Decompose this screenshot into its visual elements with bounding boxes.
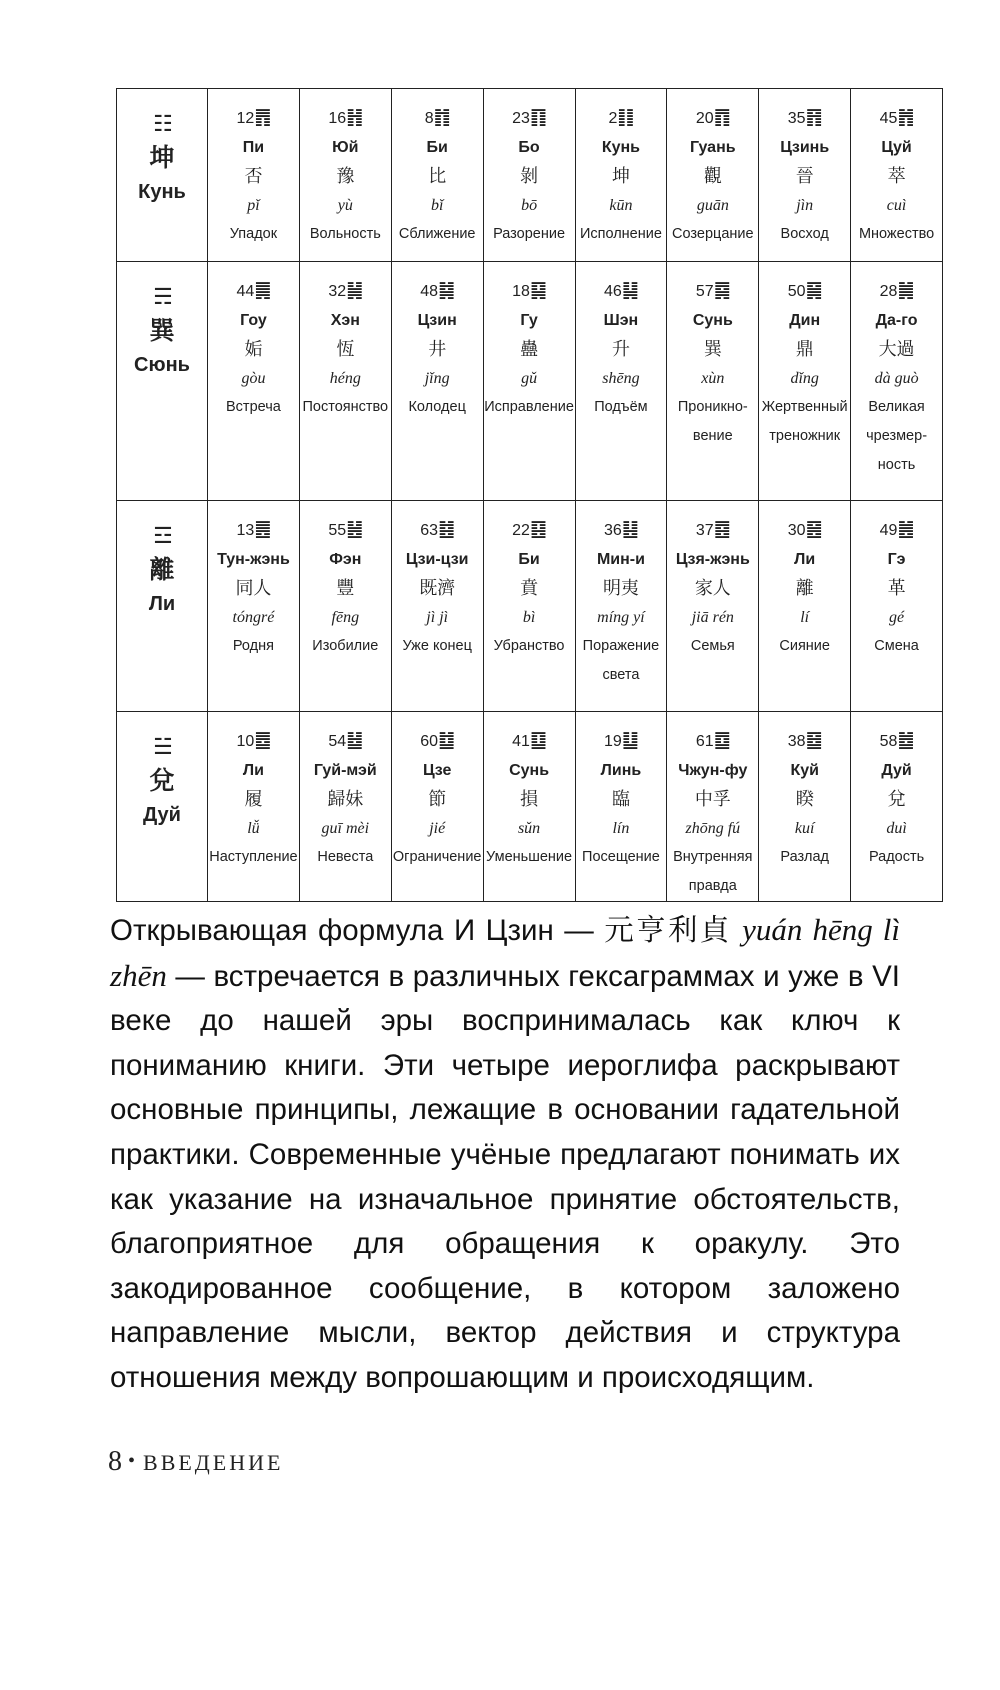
trigram-name: Ли (148, 593, 176, 615)
hexagram-number: 13 (236, 522, 255, 539)
hexagram-character: 睽 (795, 789, 814, 809)
hexagram-meaning: Разлад (780, 849, 829, 865)
hexagram-meaning: Сближение (398, 226, 476, 242)
hexagram-pinyin: gé (889, 609, 905, 626)
hexagram-name: Сунь (509, 762, 550, 779)
table-row (117, 712, 943, 902)
paragraph-part2: — встречается в различных гексаграммах и уже в VI веке до нашей эры воспринималась как ключ к пониманию книги. Эти четыре иероглифа раскрывают основные принципы, лежащие в основании гадательной практики. Современные учёные предлагают понимать их как указание на изначальное принятие обстоятельств, благоприятное для обращения к оракулу. Это закодированное сообщение, в котором заложено направление мысли, вектор действия и структура отношения между вопрошающим и происходящим. (110, 959, 900, 1394)
hexagram-name: Линь (600, 762, 642, 779)
hexagram-cell (391, 262, 483, 501)
hexagram-character: 既濟 (419, 578, 456, 598)
hexagram-name: Гоу (240, 312, 267, 329)
hexagram-symbol: ䷾ (438, 519, 455, 540)
hexagram-number: 30 (787, 522, 806, 539)
hexagram-meaning: Вольность (309, 226, 381, 242)
hexagram-cell (391, 712, 483, 902)
hexagram-meaning: Родня (232, 638, 274, 654)
hexagram-meaning: Семья (690, 638, 735, 654)
hexagram-name: Куй (790, 762, 819, 779)
hexagram-meaning: Убранство (493, 638, 565, 654)
page-number: 8 (108, 1446, 122, 1477)
hexagram-meaning: Встреча (226, 399, 281, 415)
hexagram-number: 16 (328, 110, 347, 127)
hexagram-number-line (667, 515, 758, 545)
hexagram-pinyin: míng yí (597, 609, 645, 626)
hexagram-meaning: Сияние (779, 638, 830, 654)
hexagram-number-line (208, 515, 299, 545)
hexagram-meaning: Созерцание (672, 226, 754, 242)
hexagram-cell (851, 712, 943, 902)
hexagram-number-line (667, 103, 758, 133)
hexagram-number-line (851, 103, 942, 133)
hexagram-symbol: ䷫ (254, 280, 271, 301)
hexagram-cell (208, 89, 300, 262)
hexagram-meaning: Наступление (209, 849, 298, 865)
hexagram-name: Гу (520, 312, 538, 329)
hexagram-cell (208, 262, 300, 501)
hexagram-number: 41 (512, 733, 530, 750)
hexagram-symbol: ䷋ (254, 107, 271, 128)
hexagram-pinyin: sǔn (517, 820, 541, 837)
section-title: ВВЕДЕНИЕ (143, 1450, 284, 1475)
hexagram-number: 54 (328, 733, 347, 750)
hexagram-cell (208, 712, 300, 902)
footer-separator: • (128, 1450, 136, 1472)
hexagram-number: 60 (420, 733, 439, 750)
hexagram-symbol: ䷰ (897, 519, 914, 540)
hexagram-number-line (484, 726, 575, 756)
hexagram-name: Мин-и (596, 551, 645, 568)
hexagram-number-line (208, 276, 299, 306)
hexagram-number: 36 (604, 522, 622, 539)
hexagram-cell (483, 262, 575, 501)
hexagram-name: Цзи-цзи (405, 551, 469, 568)
hexagram-meaning: Уменьшение (486, 849, 573, 865)
hexagram-character: 離 (795, 578, 814, 598)
hexagram-name: Ли (794, 551, 816, 568)
hexagram-name: Шэн (603, 312, 639, 329)
hexagram-cell (483, 712, 575, 902)
hexagram-symbol: ䷉ (254, 730, 271, 751)
hexagram-pinyin: pǐ (247, 197, 260, 214)
hexagram-number-line (300, 515, 391, 545)
hexagram-symbol: ䷼ (713, 730, 730, 751)
hexagram-symbol: ䷸ (713, 280, 730, 301)
hexagram-meaning: Поражение света (582, 638, 660, 683)
hexagram-name: Цуй (881, 139, 912, 156)
hexagram-meaning: Проникно- вение (677, 399, 748, 444)
hexagram-name: Юй (332, 139, 359, 156)
hexagram-number: 37 (695, 522, 714, 539)
hexagram-pinyin: zhōng fú (685, 820, 741, 837)
hexagram-number: 8 (424, 110, 434, 127)
hexagram-number-line (759, 515, 850, 545)
hexagram-name: Цзе (423, 762, 452, 779)
hexagram-cell (667, 501, 759, 712)
hexagram-pinyin: jiā rén (691, 609, 734, 626)
hexagram-pinyin: dà guò (874, 370, 919, 387)
hexagram-name: Да-го (875, 312, 918, 329)
hexagram-number: 22 (512, 522, 530, 539)
page-footer (108, 1446, 283, 1478)
hexagram-number-line (851, 726, 942, 756)
hexagram-number: 58 (879, 733, 898, 750)
trigram-character: 巽 (149, 317, 175, 345)
hexagram-pinyin: guī mèi (321, 820, 370, 837)
hexagram-number: 57 (695, 283, 714, 300)
hexagram-number: 23 (512, 110, 530, 127)
hexagram-number: 44 (236, 283, 255, 300)
hexagram-character: 晉 (795, 166, 814, 186)
hexagram-number: 45 (879, 110, 898, 127)
hexagram-cell (299, 501, 391, 712)
trigram-name: Дуй (143, 804, 181, 826)
hexagram-symbol: ䷑ (529, 280, 546, 301)
paragraph-italic-pinyin: yuán hēng lì zhēn (110, 912, 900, 993)
hexagram-number: 18 (512, 283, 530, 300)
hexagram-pinyin: gǔ (521, 370, 538, 387)
table-row (117, 262, 943, 501)
hexagram-number-line (484, 515, 575, 545)
hexagram-cell (483, 89, 575, 262)
hexagram-symbol: ䷝ (805, 519, 822, 540)
hexagram-character: 賁 (520, 578, 539, 598)
hexagram-symbol: ䷥ (805, 730, 822, 751)
trigram-name: Сюнь (134, 354, 190, 376)
hexagram-number-line (392, 276, 483, 306)
hexagram-character: 豫 (336, 166, 355, 186)
hexagram-symbol: ䷏ (346, 107, 363, 128)
hexagram-meaning: Великая чрезмер- ность (866, 399, 928, 473)
hexagram-number-line (576, 726, 667, 756)
hexagram-cell (299, 262, 391, 501)
hexagram-pinyin: guān (696, 197, 729, 214)
hexagram-number-line (851, 276, 942, 306)
hexagram-name: Гуй-мэй (313, 762, 377, 779)
hexagram-meaning: Невеста (317, 849, 374, 865)
hexagram-meaning: Смена (874, 638, 919, 654)
hexagram-number-line (392, 726, 483, 756)
hexagram-symbol: ䷵ (346, 730, 363, 751)
hexagram-number-line (484, 276, 575, 306)
hexagram-pinyin: kuí (794, 820, 815, 837)
hexagram-name: Цзин (417, 312, 457, 329)
hexagram-character: 節 (428, 789, 447, 809)
trigram-character: 兌 (149, 767, 175, 795)
hexagram-name: Тун-жэнь (217, 551, 290, 568)
hexagram-symbol: ䷣ (621, 519, 638, 540)
hexagram-symbol: ䷨ (529, 730, 546, 751)
hexagram-cell (667, 712, 759, 902)
hexagram-name: Цзинь (780, 139, 830, 156)
trigram-symbol: ☱ (153, 734, 171, 759)
hexagram-character: 觀 (703, 166, 722, 186)
hexagram-pinyin: jìn (796, 197, 814, 214)
hexagram-number: 49 (879, 522, 898, 539)
hexagram-character: 明夷 (602, 578, 639, 598)
hexagram-number-line (759, 103, 850, 133)
hexagram-symbol: ䷯ (438, 280, 455, 301)
hexagram-name: Дин (789, 312, 821, 329)
trigram-symbol: ☷ (153, 111, 171, 136)
trigram-symbol: ☲ (153, 523, 171, 548)
hexagram-character: 同人 (235, 578, 272, 598)
hexagram-cell (575, 89, 667, 262)
hexagram-cell (759, 501, 851, 712)
hexagram-meaning: Колодец (408, 399, 466, 415)
hexagram-number-line (208, 726, 299, 756)
hexagram-cell (391, 501, 483, 712)
hexagram-name: Дуй (881, 762, 912, 779)
hexagram-number: 32 (328, 283, 347, 300)
hexagram-meaning: Ограничение (392, 849, 482, 865)
hexagram-cell (575, 712, 667, 902)
hexagram-number-line (759, 276, 850, 306)
hexagram-symbol: ䷟ (346, 280, 363, 301)
hexagram-number-line (300, 726, 391, 756)
hexagram-name: Би (518, 551, 540, 568)
hexagram-name: Цзя-жэнь (675, 551, 750, 568)
hexagram-cell (759, 712, 851, 902)
body-paragraph (110, 908, 900, 1401)
hexagram-pinyin: shēng (602, 370, 640, 387)
hexagram-number: 19 (604, 733, 622, 750)
hexagram-name: Чжун-фу (678, 762, 748, 779)
trigram-cell (117, 89, 208, 262)
hexagram-character: 巽 (703, 339, 722, 359)
hexagram-symbol: ䷒ (621, 730, 638, 751)
hexagram-symbol: ䷹ (897, 730, 914, 751)
hexagram-meaning: Постоянство (302, 399, 389, 415)
hexagram-name: Фэн (329, 551, 362, 568)
hexagram-cell (575, 262, 667, 501)
hexagram-meaning: Упадок (229, 226, 278, 242)
hexagram-pinyin: fēng (331, 609, 360, 626)
hexagram-cell (575, 501, 667, 712)
hexagram-symbol: ䷓ (713, 107, 730, 128)
hexagram-meaning: Разорение (493, 226, 566, 242)
hexagram-number: 61 (695, 733, 714, 750)
hexagram-symbol: ䷭ (621, 280, 638, 301)
hexagram-cell (667, 89, 759, 262)
hexagram-pinyin: cuì (886, 197, 907, 214)
hexagram-name: Би (426, 139, 448, 156)
hexagram-pinyin: lí (800, 609, 810, 626)
hexagram-number: 38 (787, 733, 806, 750)
hexagram-cell (667, 262, 759, 501)
hexagram-number: 50 (787, 283, 806, 300)
hexagram-number: 48 (420, 283, 439, 300)
hexagram-pinyin: xùn (701, 370, 725, 387)
hexagram-meaning: Внутренняя правда (673, 849, 753, 894)
hexagram-number: 12 (236, 110, 255, 127)
hexagram-number-line (208, 103, 299, 133)
hexagram-name: Гуань (690, 139, 736, 156)
table-row (117, 89, 943, 262)
table-row (117, 501, 943, 712)
trigram-symbol: ☴ (153, 284, 171, 309)
hexagram-cell (391, 89, 483, 262)
hexagram-number: 28 (879, 283, 898, 300)
hexagram-character: 損 (520, 789, 539, 809)
hexagram-pinyin: lǚ (247, 820, 260, 837)
hexagram-symbol: ䷁ (617, 107, 634, 128)
hexagram-character: 豐 (336, 578, 355, 598)
hexagram-symbol: ䷬ (897, 107, 914, 128)
hexagram-character: 蠱 (520, 339, 539, 359)
hexagram-number-line (300, 103, 391, 133)
hexagram-pinyin: duì (886, 820, 907, 837)
hexagram-meaning: Жертвенный треножник (761, 399, 848, 444)
hexagram-symbol: ䷇ (433, 107, 450, 128)
hexagram-table (116, 88, 943, 902)
hexagram-pinyin: dǐng (790, 370, 819, 387)
hexagram-pinyin: jì jì (426, 609, 449, 626)
hexagram-character: 兌 (887, 789, 906, 809)
hexagram-name: Гэ (887, 551, 906, 568)
hexagram-number-line (759, 726, 850, 756)
trigram-cell (117, 501, 208, 712)
hexagram-pinyin: gòu (241, 370, 266, 387)
hexagram-character: 中孚 (694, 789, 731, 809)
hexagram-character: 坤 (611, 166, 630, 186)
hexagram-number-line (576, 103, 667, 133)
hexagram-number-line (576, 515, 667, 545)
hexagram-symbol: ䷖ (529, 107, 546, 128)
hexagram-pinyin: jié (429, 820, 446, 837)
hexagram-cell (208, 501, 300, 712)
hexagram-character: 剝 (520, 166, 539, 186)
trigram-cell (117, 262, 208, 501)
hexagram-meaning: Исправление (484, 399, 574, 415)
hexagram-character: 大過 (878, 339, 915, 359)
paragraph-part1: Открывающая формула И Цзин — 元亨利貞 (110, 914, 743, 947)
hexagram-character: 家人 (694, 578, 731, 598)
hexagram-cell (299, 712, 391, 902)
trigram-character: 坤 (149, 144, 175, 172)
hexagram-number-line (576, 276, 667, 306)
hexagram-meaning: Изобилие (312, 638, 379, 654)
hexagram-character: 比 (428, 166, 447, 186)
hexagram-character: 歸妹 (327, 789, 364, 809)
hexagram-pinyin: héng (329, 370, 361, 387)
hexagram-number: 10 (236, 733, 255, 750)
hexagram-pinyin: bì (522, 609, 536, 626)
trigram-character: 離 (149, 556, 175, 584)
hexagram-pinyin: bō (521, 197, 538, 214)
hexagram-character: 姤 (244, 339, 263, 359)
hexagram-number: 2 (608, 110, 618, 127)
hexagram-pinyin: bǐ (430, 197, 444, 214)
hexagram-symbol: ䷻ (438, 730, 455, 751)
hexagram-number-line (667, 726, 758, 756)
hexagram-symbol: ䷢ (805, 107, 822, 128)
hexagram-name: Бо (518, 139, 540, 156)
hexagram-number-line (484, 103, 575, 133)
hexagram-cell (851, 89, 943, 262)
hexagram-cell (851, 262, 943, 501)
hexagram-character: 升 (611, 339, 630, 359)
hexagram-number: 55 (328, 522, 347, 539)
hexagram-name: Ли (242, 762, 264, 779)
hexagram-number: 46 (604, 283, 622, 300)
hexagram-symbol: ䷤ (713, 519, 730, 540)
hexagram-pinyin: yù (337, 197, 353, 214)
hexagram-symbol: ䷛ (897, 280, 914, 301)
hexagram-number-line (392, 103, 483, 133)
hexagram-number-line (392, 515, 483, 545)
hexagram-pinyin: jǐng (424, 370, 450, 387)
hexagram-meaning: Посещение (582, 849, 660, 865)
hexagram-cell (299, 89, 391, 262)
hexagram-character: 臨 (611, 789, 630, 809)
hexagram-number: 63 (420, 522, 439, 539)
hexagram-meaning: Подъём (594, 399, 648, 415)
hexagram-character: 萃 (887, 166, 906, 186)
hexagram-cell (483, 501, 575, 712)
hexagram-pinyin: kūn (609, 197, 633, 214)
hexagram-meaning: Восход (780, 226, 829, 242)
hexagram-name: Пи (242, 139, 265, 156)
trigram-name: Кунь (138, 181, 186, 203)
hexagram-symbol: ䷌ (254, 519, 271, 540)
hexagram-name: Сунь (692, 312, 733, 329)
hexagram-character: 履 (244, 789, 263, 809)
hexagram-character: 否 (244, 166, 263, 186)
hexagram-symbol: ䷶ (346, 519, 363, 540)
hexagram-character: 井 (428, 339, 447, 359)
hexagram-symbol: ䷕ (529, 519, 546, 540)
hexagram-number: 35 (787, 110, 806, 127)
hexagram-name: Хэн (330, 312, 360, 329)
hexagram-cell (759, 89, 851, 262)
trigram-cell (117, 712, 208, 902)
hexagram-name: Кунь (601, 139, 641, 156)
hexagram-character: 鼎 (795, 339, 814, 359)
hexagram-pinyin: tóngré (232, 609, 275, 626)
hexagram-number-line (300, 276, 391, 306)
hexagram-meaning: Исполнение (579, 226, 662, 242)
hexagram-pinyin: lín (612, 820, 630, 837)
hexagram-character: 恆 (336, 339, 355, 359)
hexagram-character: 革 (887, 578, 906, 598)
hexagram-number-line (667, 276, 758, 306)
hexagram-number-line (851, 515, 942, 545)
hexagram-cell (851, 501, 943, 712)
hexagram-meaning: Множество (858, 226, 935, 242)
hexagram-meaning: Уже конец (402, 638, 472, 654)
hexagram-meaning: Радость (868, 849, 925, 865)
hexagram-cell (759, 262, 851, 501)
hexagram-number: 20 (695, 110, 714, 127)
hexagram-symbol: ䷱ (805, 280, 822, 301)
